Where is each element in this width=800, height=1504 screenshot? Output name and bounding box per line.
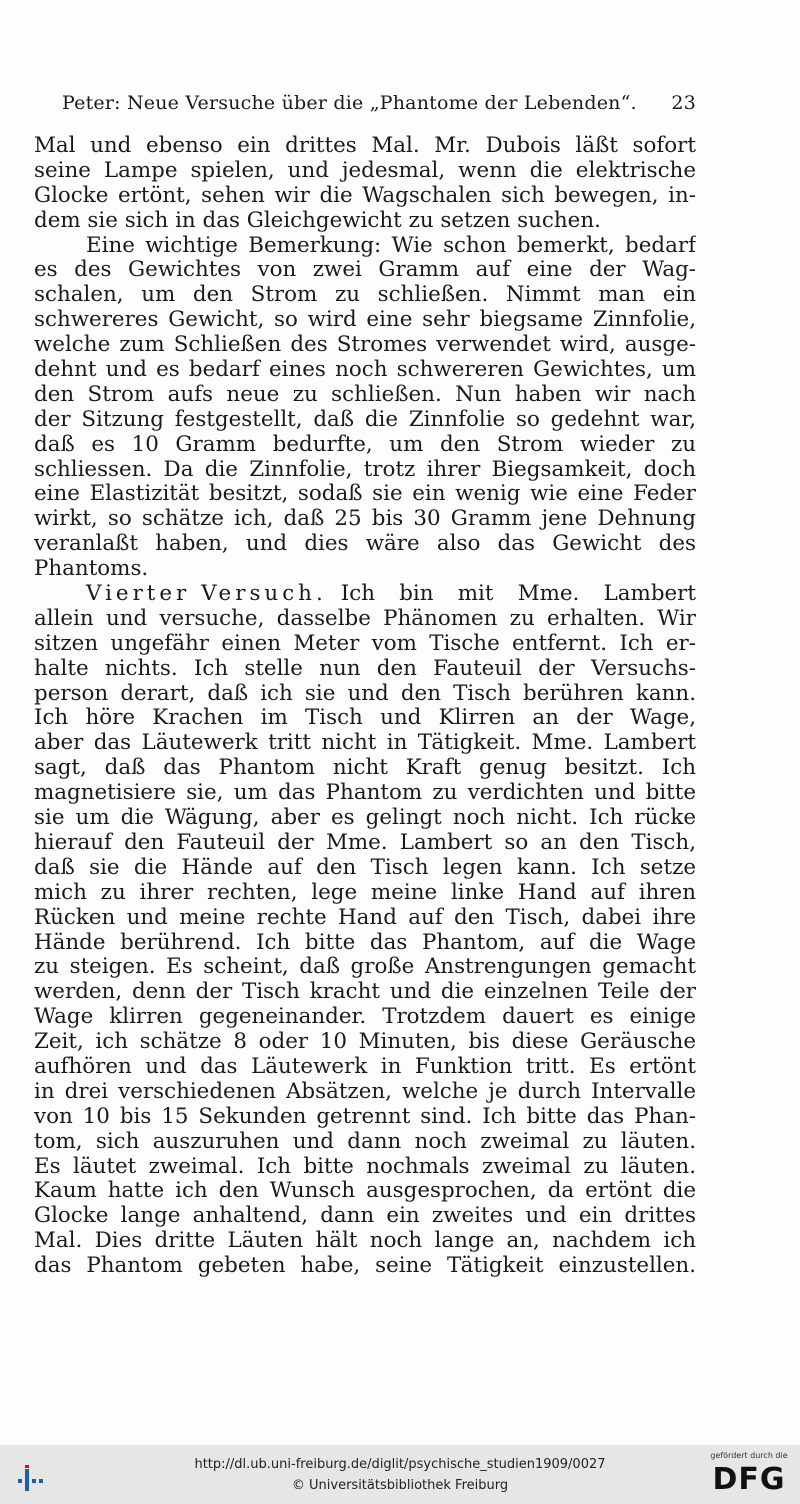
paragraph-3 — [34, 582, 696, 1279]
text-line: Eine wichtige Bemerkung: Wie schon bemerkt, bedarf — [86, 233, 696, 258]
text-line: wirkt, so schätze ich, daß 25 bis 30 Gramm jene Dehnung — [34, 507, 696, 532]
text-line: werden, denn der Tisch kracht und die einzelnen Teile der — [34, 980, 696, 1005]
viewer-footer — [0, 1445, 800, 1504]
text-line: Mal und ebenso ein drittes Mal. Mr. Dubois läßt sofort — [34, 134, 696, 158]
text-line: eine Elastizität besitzt, sodaß sie ein wenig wie eine Feder — [34, 482, 696, 507]
text-line: das Phantom gebeten habe, seine Tätigkeit einzustellen. — [34, 1254, 696, 1279]
text-line: schliessen. Da die Zinnfolie, trotz ihrer Biegsamkeit, doch — [34, 457, 696, 482]
text-line: der Sitzung festgestellt, daß die Zinnfolie so gedehnt war, — [34, 407, 696, 432]
dfg-caption: gefördert durch die — [710, 1451, 788, 1460]
text-line: welche zum Schließen des Stromes verwendet wird, ausge- — [34, 333, 696, 358]
dfg-logo — [704, 1451, 794, 1501]
body-text — [34, 134, 696, 1279]
text-line: veranlaßt haben, und dies wäre also das Gewicht des — [34, 532, 696, 557]
text-line: sie um die Wägung, aber es gelingt noch nicht. Ich rücke — [34, 806, 696, 831]
text-line — [34, 582, 696, 607]
copyright-notice: © Universitätsbibliothek Freiburg — [291, 1478, 509, 1493]
dfg-wordmark: DFG — [712, 1462, 786, 1497]
text-line: dehnt und es bedarf eines noch schwereren Gewichtes, um — [34, 358, 696, 383]
running-header — [62, 92, 696, 114]
text-line: Es läutet zweimal. Ich bitte nochmals zweimal zu läuten. — [34, 1154, 696, 1179]
text-line: es des Gewichtes von zwei Gramm auf eine der Wag- — [34, 258, 696, 283]
text-line: Zeit, ich schätze 8 oder 10 Minuten, bis diese Geräusche — [34, 1030, 696, 1055]
text-line: Wage klirren gegeneinander. Trotzdem dauert es einige — [34, 1005, 696, 1030]
text-line: sagt, daß das Phantom nicht Kraft genug besitzt. Ich — [34, 756, 696, 781]
text-line: sitzen ungefähr einen Meter vom Tische entfernt. Ich er- — [34, 631, 696, 656]
section-heading: Vierter Versuch. — [86, 582, 327, 607]
text-line: aber das Läutewerk tritt nicht in Tätigkeit. Mme. Lambert — [34, 731, 696, 756]
paragraph-2 — [34, 234, 696, 582]
text-line: daß es 10 Gramm bedurfte, um den Strom wieder zu — [34, 432, 696, 457]
text-line: Hände berührend. Ich bitte das Phantom, auf die Wage — [34, 930, 696, 955]
text-line: seine Lampe spielen, und jedesmal, wenn die elektrische — [34, 158, 696, 183]
paragraph-1 — [34, 134, 696, 234]
text-line: Kaum hatte ich den Wunsch ausgesprochen, da ertönt die — [34, 1179, 696, 1204]
text-line: schwereres Gewicht, so wird eine sehr biegsame Zinnfolie, — [34, 308, 696, 333]
text-line: schalen, um den Strom zu schließen. Nimmt man ein — [34, 283, 696, 308]
text-line: allein und versuche, dasselbe Phänomen zu erhalten. Wir — [34, 606, 696, 631]
text-line: magnetisiere sie, um das Phantom zu verdichten und bitte — [34, 781, 696, 806]
text-line: Glocke lange anhaltend, dann ein zweites und ein drittes — [34, 1204, 696, 1229]
text-line: halte nichts. Ich stelle nun den Fauteuil der Versuchs- — [34, 656, 696, 681]
text-line: dem sie sich in das Gleichgewicht zu setzen suchen. — [34, 208, 601, 233]
text-line: in drei verschiedenen Absätzen, welche je durch Intervalle — [34, 1079, 696, 1104]
text-line: Glocke ertönt, sehen wir die Wagschalen sich bewegen, in- — [34, 183, 696, 208]
text-line: zu steigen. Es scheint, daß große Anstrengungen gemacht — [34, 955, 696, 980]
text-line: hierauf den Fauteuil der Mme. Lambert so an den Tisch, — [34, 830, 696, 855]
text-line: aufhören und das Läutewerk in Funktion tritt. Es ertönt — [34, 1054, 696, 1079]
text-line: daß sie die Hände auf den Tisch legen kann. Ich setze — [34, 855, 696, 880]
text-line: Rücken und meine rechte Hand auf den Tisch, dabei ihre — [34, 905, 696, 930]
text-line: von 10 bis 15 Sekunden getrennt sind. Ich bitte das Phan- — [34, 1104, 696, 1129]
page-number: 23 — [671, 92, 696, 114]
running-title: Peter: Neue Versuche über die „Phantome der Lebenden“. — [62, 92, 637, 114]
text-line: Phantoms. — [34, 557, 149, 582]
text-line: Ich höre Krachen im Tisch und Klirren an der Wage, — [34, 706, 696, 731]
text-line-rest: Ich bin mit Mme. Lambert — [340, 582, 696, 607]
text-line: den Strom aufs neue zu schließen. Nun haben wir nach — [34, 382, 696, 407]
text-line: mich zu ihrer rechten, lege meine linke Hand auf ihren — [34, 880, 696, 905]
text-line: tom, sich auszuruhen und dann noch zweimal zu läuten. — [34, 1129, 696, 1154]
permalink-url[interactable]: http://dl.ub.uni-freiburg.de/diglit/psychische_studien1909/0027 — [194, 1457, 606, 1472]
text-line: person derart, daß ich sie und den Tisch berühren kann. — [34, 681, 696, 706]
text-line: Mal. Dies dritte Läuten hält noch lange an, nachdem ich — [34, 1229, 696, 1254]
